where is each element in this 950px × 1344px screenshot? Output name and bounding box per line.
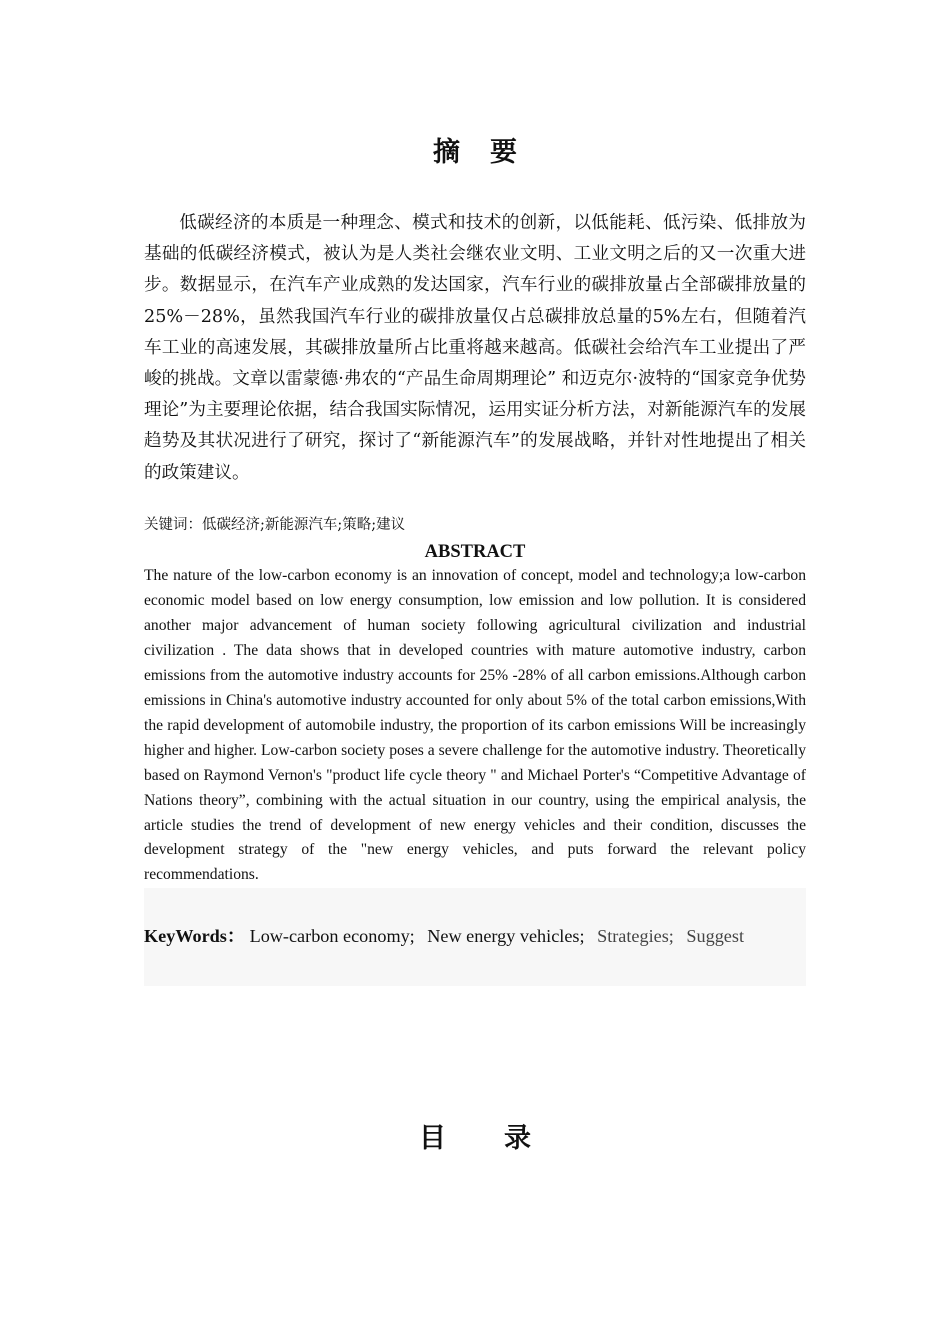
keywords-cn xyxy=(144,514,806,536)
toc-title: 目录 xyxy=(419,1123,589,1154)
keyword-en: Low-carbon economy; xyxy=(249,926,415,946)
keywords-en-label: KeyWords： xyxy=(144,926,246,946)
keywords-cn-label: 关键词： xyxy=(144,517,202,533)
keyword-en: New energy vehicles; xyxy=(427,926,585,946)
abstract-en-title: ABSTRACT xyxy=(424,542,526,562)
keywords-cn-values: 低碳经济;新能源汽车;策略;建议 xyxy=(202,517,406,533)
keywords-en-box xyxy=(144,888,806,986)
abstract-cn-body: 低碳经济的本质是一种理念、模式和技术的创新，以低能耗、低污染、低排放为基础的低碳经济模式，被认为是人类社会继农业文明、工业文明之后的又一次重大进步。数据显示，在汽车产业成熟的发达国家，汽车行业的碳排放量占全部碳排放量的25%－28%，虽然我国汽车行业的碳排放量仅占总碳排放总量的5%左右，但随着汽车工业的高速发展，其碳排放量所占比重将越来越高。低碳社会给汽车工业提出了严峻的挑战。文章以雷蒙德·弗农的“产品生命周期理论” 和迈克尔·波特的“国家竞争优势理论”为主要理论依据，结合我国实际情况，运用实证分析方法，对新能源汽车的发展趋势及其状况进行了研究，探讨了“新能源汽车”的发展战略，并针对性地提出了相关的政策建议。 xyxy=(144,213,806,483)
abstract-cn-title: 摘要 xyxy=(433,137,547,168)
abstract-en-body: The nature of the low-carbon economy is an innovation of concept, model and technology;a low-carbon economic model based on low energy consumption, low emission and low pollution. It is considered another major advancement of human society following agricultural civilization and industrial civilization . The data shows that in developed countries with mature automotive industry, carbon emissions from the automotive industry accounts for 25% -28% of all carbon emissions.Although carbon emissions in China's automotive industry accounted for only about 5% of the total carbon emissions,With the rapid development of automobile industry, the proportion of its carbon emissions Will be increasingly higher and higher. Low-carbon society poses a severe challenge for the automotive industry. Theoretically based on Raymond Vernon's "product life cycle theory " and Michael Porter's “Competitive Advantage of Nations theory”, combining with the actual situation in our country, using the empirical analysis, the article studies the trend of development of new energy vehicles and their condition, discusses the development strategy of the "new energy vehicles, and puts forward the relevant policy recommendations. xyxy=(144,567,806,884)
keyword-en: Suggest xyxy=(686,926,745,946)
keyword-en: Strategies; xyxy=(597,926,674,946)
keywords-en xyxy=(144,924,806,948)
